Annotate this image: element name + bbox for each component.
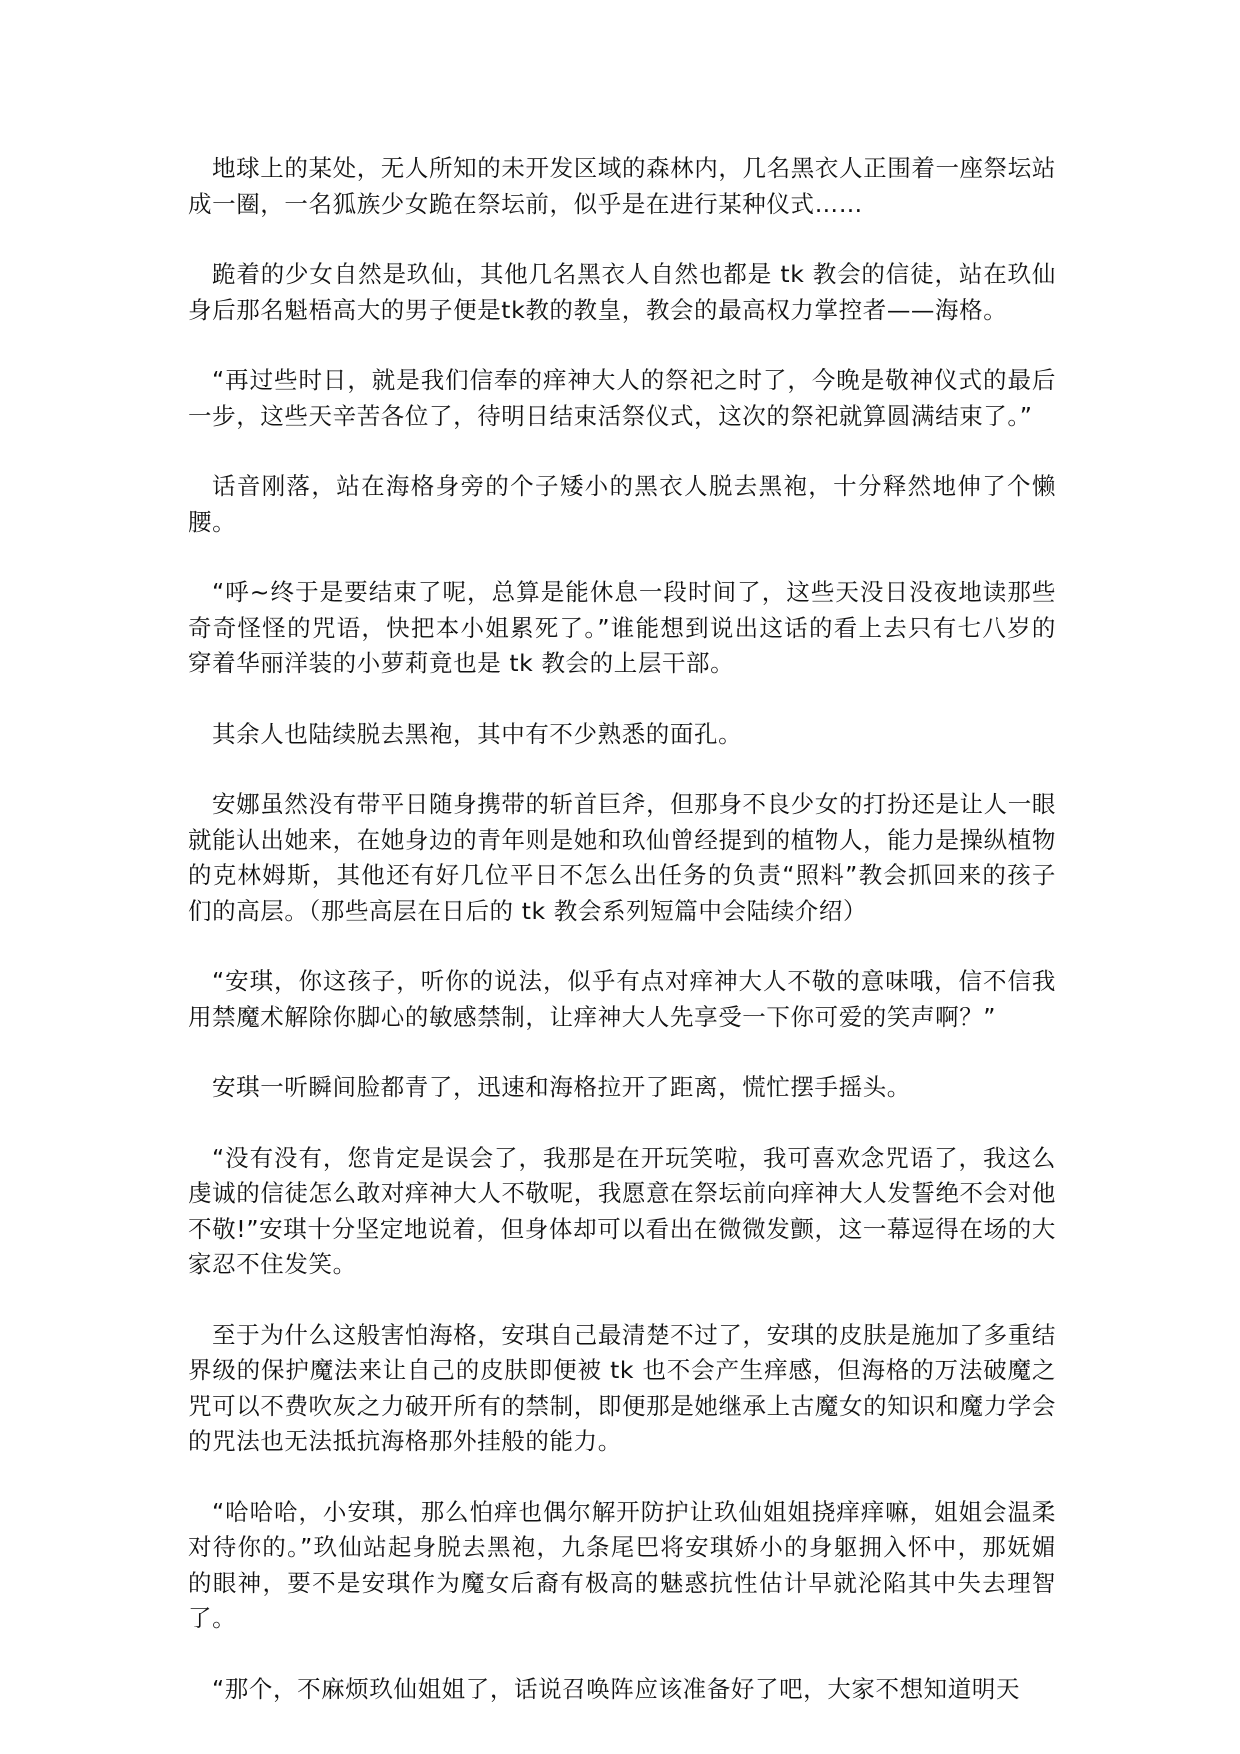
paragraph: 跪着的少女自然是玖仙，其他几名黑衣人自然也都是 tk 教会的信徒，站在玖仙身后那名魁梧高大的男子便是tk教的教皇，教会的最高权力掌控者——海格。 [188, 260, 1056, 324]
paragraph: “再过些时日，就是我们信奉的痒神大人的祭祀之时了，今晚是敬神仪式的最后一步，这些天辛苦各位了，待明日结束活祭仪式，这次的祭祀就算圆满结束了。” [188, 366, 1056, 430]
paragraph: “哈哈哈，小安琪，那么怕痒也偶尔解开防护让玖仙姐姐挠痒痒嘛，姐姐会温柔对待你的。”玖仙站起身脱去黑袍，九条尾巴将安琪娇小的身躯拥入怀中，那妩媚的眼神，要不是安琪作为魔女后裔有极高的魅惑抗性估计早就沦陷其中失去理智了。 [188, 1497, 1056, 1632]
paragraph: “安琪，你这孩子，听你的说法，似乎有点对痒神大人不敬的意味哦，信不信我用禁魔术解除你脚心的敏感禁制，让痒神大人先享受一下你可爱的笑声啊？” [188, 967, 1056, 1031]
paragraph: “没有没有，您肯定是误会了，我那是在开玩笑啦，我可喜欢念咒语了，我这么虔诚的信徒怎么敢对痒神大人不敬呢，我愿意在祭坛前向痒神大人发誓绝不会对他不敬!”安琪十分坚定地说着，但身体却可以看出在微微发颤，这一幕逗得在场的大家忍不住发笑。 [188, 1143, 1056, 1278]
paragraph: “那个，不麻烦玖仙姐姐了，话说召唤阵应该准备好了吧，大家不想知道明天 [212, 1674, 1021, 1703]
paragraph: “呼~终于是要结束了呢，总算是能休息一段时间了，这些天没日没夜地读那些奇奇怪怪的咒语，快把本小姐累死了。”谁能想到说出这话的看上去只有七八岁的穿着华丽洋装的小萝莉竟也是 tk 教会的上层干部。 [188, 578, 1056, 677]
paragraph: 其余人也陆续脱去黑袍，其中有不少熟悉的面孔。 [212, 719, 743, 748]
paragraph: 话音刚落，站在海格身旁的个子矮小的黑衣人脱去黑袍，十分释然地伸了个懒腰。 [188, 472, 1056, 536]
paragraph: 安娜虽然没有带平日随身携带的斩首巨斧，但那身不良少女的打扮还是让人一眼就能认出她来，在她身边的青年则是她和玖仙曾经提到的植物人，能力是操纵植物的克林姆斯，其他还有好几位平日不怎么出任务的负责“照料”教会抓回来的孩子们的高层。（那些高层在日后的 tk 教会系列短篇中会陆续介绍） [188, 790, 1056, 925]
paragraph: 安琪一听瞬间脸都青了，迅速和海格拉开了距离，慌忙摆手摇头。 [212, 1073, 911, 1101]
paragraph: 至于为什么这般害怕海格，安琪自己最清楚不过了，安琪的皮肤是施加了多重结界级的保护魔法来让自己的皮肤即便被 tk 也不会产生痒感，但海格的万法破魔之咒可以不费吹灰之力破开所有的禁制，即便那是她继承上古魔女的知识和魔力学会的咒法也无法抵抗海格那外挂般的能力。 [188, 1320, 1056, 1455]
paragraph: 地球上的某处，无人所知的未开发区域的森林内，几名黑衣人正围着一座祭坛站成一圈，一名狐族少女跪在祭坛前，似乎是在进行某种仪式…… [188, 154, 1056, 218]
body-text [188, 151, 1056, 1742]
